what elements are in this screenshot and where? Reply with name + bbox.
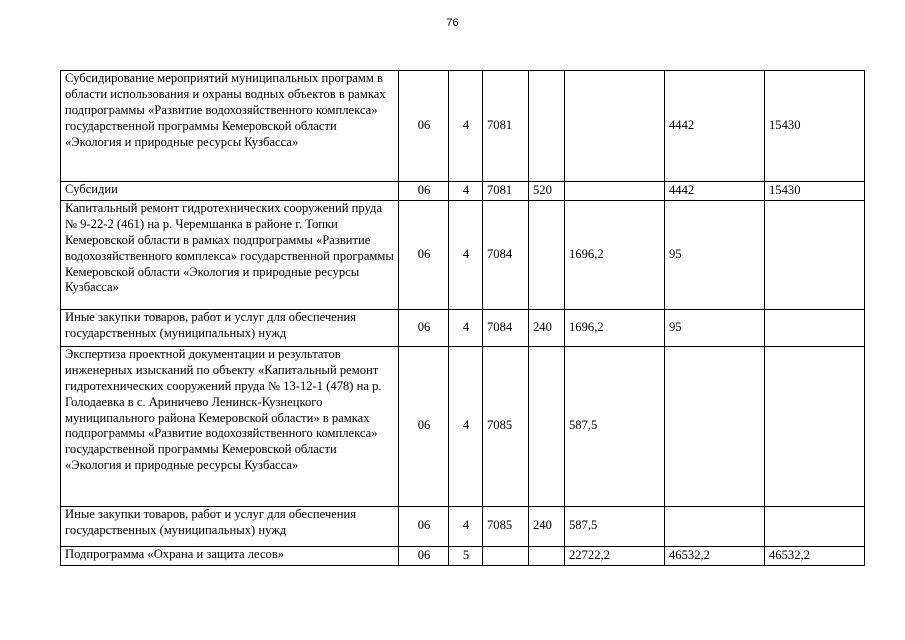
expense-type-cell: 240	[529, 506, 565, 546]
expense-type-cell: 240	[529, 309, 565, 346]
article-cell: 7084	[483, 309, 529, 346]
row-name: Иные закупки товаров, работ и услуг для обеспечения государственных (муниципальных) нужд	[61, 309, 399, 346]
row-name: Экспертиза проектной документации и результатов инженерных изысканий по объекту «Капитальный ремонт гидротехнических сооружений пруда № 13-12-1 (478) на р. Голодаевка в с. Ариничево Ленинск-Кузнецкого муниципального района Кемеровской области» в рамках подпрограммы «Развитие водохозяйственного комплекса» государственной программы Кемеровской области «Экология и природные ресурсы Кузбасса»	[61, 346, 399, 506]
section-cell: 06	[399, 346, 449, 506]
amount-cell-1: 22722,2	[565, 546, 665, 565]
table-row	[61, 200, 865, 309]
section-cell: 06	[399, 546, 449, 565]
expense-type-cell	[529, 346, 565, 506]
amount-cell-2	[665, 506, 765, 546]
amount-cell-3	[765, 200, 865, 309]
subsection-cell: 4	[449, 71, 483, 182]
table-row	[61, 546, 865, 565]
amount-cell-1	[565, 71, 665, 182]
table-row	[61, 71, 865, 182]
subsection-cell: 5	[449, 546, 483, 565]
amount-cell-3	[765, 309, 865, 346]
amount-cell-2: 95	[665, 200, 765, 309]
article-cell: 7081	[483, 182, 529, 201]
amount-cell-3	[765, 346, 865, 506]
row-name: Капитальный ремонт гидротехнических сооружений пруда № 9-22-2 (461) на р. Черемшанка в районе г. Топки Кемеровской области в рамках подпрограммы «Развитие водохозяйственного комплекса» государственной программы Кемеровской области «Экология и природные ресурсы Кузбасса»	[61, 200, 399, 309]
expense-type-cell: 520	[529, 182, 565, 201]
amount-cell-3: 46532,2	[765, 546, 865, 565]
amount-cell-1: 587,5	[565, 346, 665, 506]
amount-cell-1: 1696,2	[565, 309, 665, 346]
table-row	[61, 506, 865, 546]
amount-cell-2	[665, 346, 765, 506]
article-cell: 7084	[483, 200, 529, 309]
row-name: Субсидирование мероприятий муниципальных программ в области использования и охраны водных объектов в рамках подпрограммы «Развитие водохозяйственного комплекса» государственной программы Кемеровской области «Экология и природные ресурсы Кузбасса»	[61, 71, 399, 182]
article-cell	[483, 546, 529, 565]
expense-type-cell	[529, 200, 565, 309]
expense-type-cell	[529, 546, 565, 565]
amount-cell-1: 587,5	[565, 506, 665, 546]
amount-cell-2: 95	[665, 309, 765, 346]
page-number: 76	[446, 17, 459, 29]
subsection-cell: 4	[449, 309, 483, 346]
section-cell: 06	[399, 71, 449, 182]
subsection-cell: 4	[449, 346, 483, 506]
subsection-cell: 4	[449, 506, 483, 546]
table-row	[61, 346, 865, 506]
row-name: Иные закупки товаров, работ и услуг для обеспечения государственных (муниципальных) нужд	[61, 506, 399, 546]
subsection-cell: 4	[449, 200, 483, 309]
row-name: Подпрограмма «Охрана и защита лесов»	[61, 546, 399, 565]
article-cell: 7081	[483, 71, 529, 182]
amount-cell-1	[565, 182, 665, 201]
section-cell: 06	[399, 506, 449, 546]
row-name: Субсидии	[61, 182, 399, 201]
section-cell: 06	[399, 182, 449, 201]
table-row	[61, 309, 865, 346]
amount-cell-2: 46532,2	[665, 546, 765, 565]
section-cell: 06	[399, 309, 449, 346]
expense-type-cell	[529, 71, 565, 182]
budget-table	[60, 70, 865, 566]
amount-cell-1: 1696,2	[565, 200, 665, 309]
amount-cell-3: 15430	[765, 182, 865, 201]
amount-cell-2: 4442	[665, 71, 765, 182]
article-cell: 7085	[483, 346, 529, 506]
subsection-cell: 4	[449, 182, 483, 201]
amount-cell-3: 15430	[765, 71, 865, 182]
section-cell: 06	[399, 200, 449, 309]
table-row	[61, 182, 865, 201]
amount-cell-2: 4442	[665, 182, 765, 201]
article-cell: 7085	[483, 506, 529, 546]
amount-cell-3	[765, 506, 865, 546]
